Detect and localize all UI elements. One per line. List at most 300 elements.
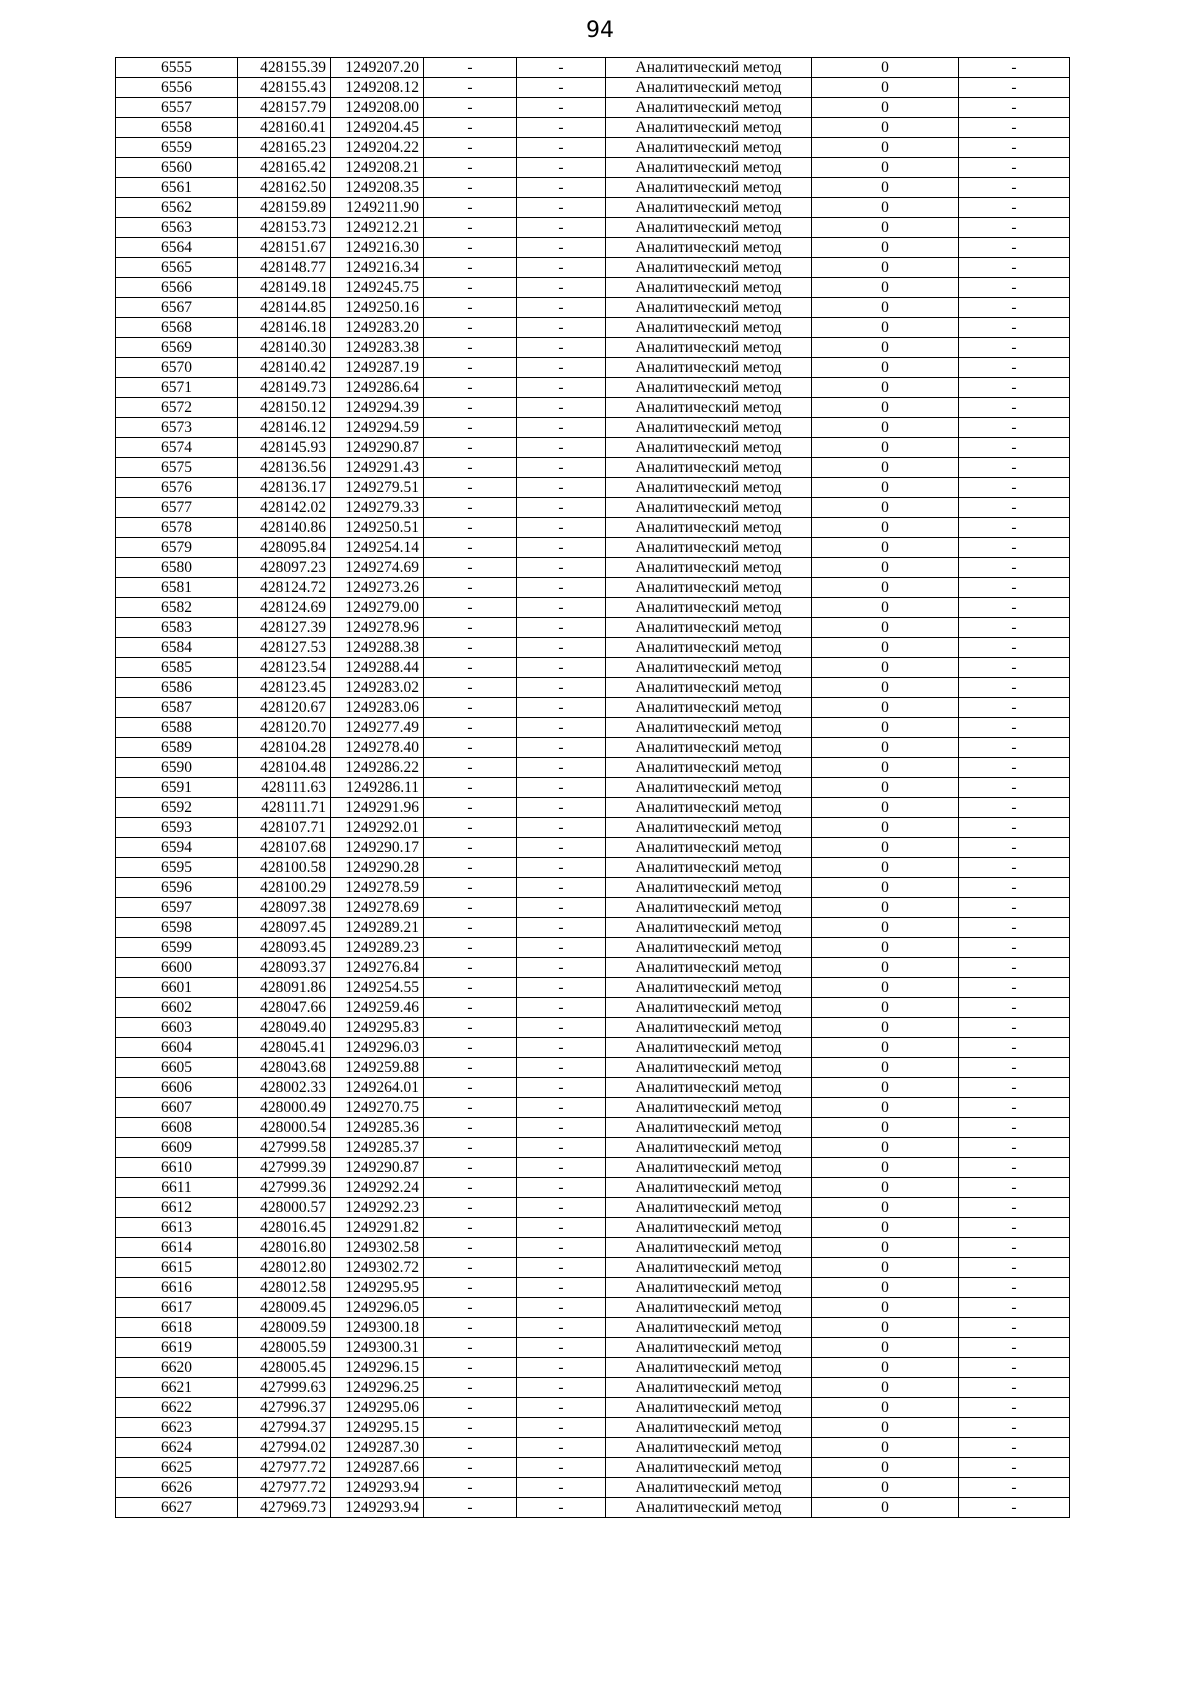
method-cell: Аналитический метод [606,438,812,458]
point-number-cell: 6595 [116,858,238,878]
value-cell: 0 [812,1078,959,1098]
value-cell: 0 [812,458,959,478]
method-cell: Аналитический метод [606,1318,812,1338]
point-number-cell: 6617 [116,1298,238,1318]
table-row [116,1098,1070,1118]
table-row [116,1238,1070,1258]
dash-cell: - [424,618,517,638]
dash-cell: - [424,998,517,1018]
x-coordinate-cell: 427969.73 [238,1498,331,1518]
method-cell: Аналитический метод [606,1238,812,1258]
method-cell: Аналитический метод [606,618,812,638]
x-coordinate-cell: 428000.57 [238,1198,331,1218]
value-cell: 0 [812,1098,959,1118]
value-cell: 0 [812,1398,959,1418]
method-cell: Аналитический метод [606,898,812,918]
method-cell: Аналитический метод [606,358,812,378]
method-cell: Аналитический метод [606,178,812,198]
dash-cell: - [424,818,517,838]
x-coordinate-cell: 427999.39 [238,1158,331,1178]
table-row [116,718,1070,738]
dash-cell: - [959,1278,1070,1298]
point-number-cell: 6607 [116,1098,238,1118]
dash-cell: - [517,878,606,898]
x-coordinate-cell: 428127.53 [238,638,331,658]
table-row [116,1318,1070,1338]
dash-cell: - [424,878,517,898]
value-cell: 0 [812,1218,959,1238]
dash-cell: - [959,458,1070,478]
dash-cell: - [517,1358,606,1378]
y-coordinate-cell: 1249250.51 [331,518,424,538]
dash-cell: - [517,898,606,918]
method-cell: Аналитический метод [606,578,812,598]
dash-cell: - [517,1078,606,1098]
dash-cell: - [424,178,517,198]
table-row [116,218,1070,238]
point-number-cell: 6560 [116,158,238,178]
point-number-cell: 6604 [116,1038,238,1058]
dash-cell: - [424,698,517,718]
dash-cell: - [517,1218,606,1238]
method-cell: Аналитический метод [606,818,812,838]
value-cell: 0 [812,398,959,418]
table-row [116,778,1070,798]
dash-cell: - [959,898,1070,918]
point-number-cell: 6602 [116,998,238,1018]
x-coordinate-cell: 428165.23 [238,138,331,158]
dash-cell: - [517,1378,606,1398]
x-coordinate-cell: 428165.42 [238,158,331,178]
dash-cell: - [517,818,606,838]
table-row [116,78,1070,98]
dash-cell: - [517,638,606,658]
dash-cell: - [517,798,606,818]
value-cell: 0 [812,638,959,658]
dash-cell: - [959,1238,1070,1258]
dash-cell: - [424,838,517,858]
y-coordinate-cell: 1249278.59 [331,878,424,898]
y-coordinate-cell: 1249216.34 [331,258,424,278]
dash-cell: - [424,1338,517,1358]
dash-cell: - [959,1378,1070,1398]
dash-cell: - [517,1058,606,1078]
value-cell: 0 [812,58,959,78]
dash-cell: - [424,98,517,118]
y-coordinate-cell: 1249283.20 [331,318,424,338]
point-number-cell: 6569 [116,338,238,358]
method-cell: Аналитический метод [606,478,812,498]
value-cell: 0 [812,698,959,718]
dash-cell: - [959,498,1070,518]
method-cell: Аналитический метод [606,1398,812,1418]
value-cell: 0 [812,1138,959,1158]
dash-cell: - [517,778,606,798]
method-cell: Аналитический метод [606,498,812,518]
table-row [116,858,1070,878]
y-coordinate-cell: 1249270.75 [331,1098,424,1118]
dash-cell: - [424,1438,517,1458]
dash-cell: - [517,1098,606,1118]
x-coordinate-cell: 428140.42 [238,358,331,378]
method-cell: Аналитический метод [606,798,812,818]
dash-cell: - [424,558,517,578]
method-cell: Аналитический метод [606,658,812,678]
dash-cell: - [959,418,1070,438]
dash-cell: - [424,1298,517,1318]
table-row [116,798,1070,818]
y-coordinate-cell: 1249293.94 [331,1498,424,1518]
dash-cell: - [517,278,606,298]
y-coordinate-cell: 1249283.02 [331,678,424,698]
y-coordinate-cell: 1249276.84 [331,958,424,978]
dash-cell: - [517,178,606,198]
y-coordinate-cell: 1249279.33 [331,498,424,518]
x-coordinate-cell: 428146.12 [238,418,331,438]
value-cell: 0 [812,758,959,778]
dash-cell: - [424,1058,517,1078]
value-cell: 0 [812,1238,959,1258]
y-coordinate-cell: 1249278.69 [331,898,424,918]
dash-cell: - [424,438,517,458]
dash-cell: - [517,338,606,358]
point-number-cell: 6598 [116,918,238,938]
dash-cell: - [517,258,606,278]
dash-cell: - [517,938,606,958]
value-cell: 0 [812,1178,959,1198]
method-cell: Аналитический метод [606,418,812,438]
x-coordinate-cell: 427977.72 [238,1458,331,1478]
point-number-cell: 6580 [116,558,238,578]
y-coordinate-cell: 1249296.25 [331,1378,424,1398]
method-cell: Аналитический метод [606,1358,812,1378]
value-cell: 0 [812,1058,959,1078]
y-coordinate-cell: 1249278.40 [331,738,424,758]
value-cell: 0 [812,178,959,198]
dash-cell: - [424,958,517,978]
point-number-cell: 6594 [116,838,238,858]
dash-cell: - [517,578,606,598]
point-number-cell: 6608 [116,1118,238,1138]
point-number-cell: 6565 [116,258,238,278]
table-row [116,1058,1070,1078]
point-number-cell: 6582 [116,598,238,618]
point-number-cell: 6612 [116,1198,238,1218]
x-coordinate-cell: 428153.73 [238,218,331,238]
table-row [116,1298,1070,1318]
value-cell: 0 [812,1198,959,1218]
point-number-cell: 6559 [116,138,238,158]
y-coordinate-cell: 1249289.21 [331,918,424,938]
x-coordinate-cell: 428151.67 [238,238,331,258]
y-coordinate-cell: 1249212.21 [331,218,424,238]
dash-cell: - [959,198,1070,218]
value-cell: 0 [812,198,959,218]
method-cell: Аналитический метод [606,278,812,298]
y-coordinate-cell: 1249216.30 [331,238,424,258]
table-row [116,1118,1070,1138]
method-cell: Аналитический метод [606,978,812,998]
y-coordinate-cell: 1249259.46 [331,998,424,1018]
value-cell: 0 [812,258,959,278]
dash-cell: - [517,978,606,998]
method-cell: Аналитический метод [606,838,812,858]
value-cell: 0 [812,418,959,438]
dash-cell: - [959,1018,1070,1038]
table-row [116,198,1070,218]
dash-cell: - [517,918,606,938]
y-coordinate-cell: 1249277.49 [331,718,424,738]
dash-cell: - [424,898,517,918]
table-row [116,318,1070,338]
point-number-cell: 6615 [116,1258,238,1278]
dash-cell: - [517,758,606,778]
dash-cell: - [959,538,1070,558]
dash-cell: - [959,1078,1070,1098]
method-cell: Аналитический метод [606,98,812,118]
point-number-cell: 6576 [116,478,238,498]
dash-cell: - [424,1358,517,1378]
table-row [116,1458,1070,1478]
dash-cell: - [424,858,517,878]
point-number-cell: 6566 [116,278,238,298]
method-cell: Аналитический метод [606,118,812,138]
coordinates-table [115,57,1070,1518]
value-cell: 0 [812,1378,959,1398]
dash-cell: - [424,78,517,98]
method-cell: Аналитический метод [606,938,812,958]
dash-cell: - [959,598,1070,618]
dash-cell: - [424,158,517,178]
dash-cell: - [424,238,517,258]
y-coordinate-cell: 1249287.66 [331,1458,424,1478]
dash-cell: - [959,1418,1070,1438]
table-row [116,538,1070,558]
y-coordinate-cell: 1249294.59 [331,418,424,438]
dash-cell: - [959,998,1070,1018]
x-coordinate-cell: 428123.45 [238,678,331,698]
dash-cell: - [517,418,606,438]
x-coordinate-cell: 428146.18 [238,318,331,338]
point-number-cell: 6567 [116,298,238,318]
point-number-cell: 6627 [116,1498,238,1518]
dash-cell: - [517,138,606,158]
value-cell: 0 [812,1158,959,1178]
y-coordinate-cell: 1249279.51 [331,478,424,498]
dash-cell: - [517,598,606,618]
point-number-cell: 6578 [116,518,238,538]
dash-cell: - [517,1318,606,1338]
point-number-cell: 6597 [116,898,238,918]
method-cell: Аналитический метод [606,1278,812,1298]
y-coordinate-cell: 1249278.96 [331,618,424,638]
point-number-cell: 6620 [116,1358,238,1378]
method-cell: Аналитический метод [606,1418,812,1438]
dash-cell: - [517,1478,606,1498]
dash-cell: - [517,438,606,458]
y-coordinate-cell: 1249286.22 [331,758,424,778]
x-coordinate-cell: 428016.45 [238,1218,331,1238]
table-row [116,918,1070,938]
method-cell: Аналитический метод [606,698,812,718]
dash-cell: - [517,298,606,318]
dash-cell: - [959,738,1070,758]
x-coordinate-cell: 428097.45 [238,918,331,938]
table-row [116,1378,1070,1398]
dash-cell: - [517,1398,606,1418]
dash-cell: - [517,1258,606,1278]
dash-cell: - [959,698,1070,718]
point-number-cell: 6609 [116,1138,238,1158]
method-cell: Аналитический метод [606,958,812,978]
point-number-cell: 6572 [116,398,238,418]
dash-cell: - [959,178,1070,198]
dash-cell: - [517,318,606,338]
point-number-cell: 6579 [116,538,238,558]
value-cell: 0 [812,898,959,918]
dash-cell: - [959,1178,1070,1198]
point-number-cell: 6593 [116,818,238,838]
method-cell: Аналитический метод [606,998,812,1018]
dash-cell: - [517,1018,606,1038]
table-row [116,118,1070,138]
y-coordinate-cell: 1249208.00 [331,98,424,118]
method-cell: Аналитический метод [606,638,812,658]
dash-cell: - [424,278,517,298]
point-number-cell: 6561 [116,178,238,198]
dash-cell: - [424,1198,517,1218]
table-row [116,258,1070,278]
value-cell: 0 [812,278,959,298]
dash-cell: - [517,958,606,978]
dash-cell: - [517,78,606,98]
dash-cell: - [424,1218,517,1238]
value-cell: 0 [812,158,959,178]
value-cell: 0 [812,1258,959,1278]
table-row [116,398,1070,418]
y-coordinate-cell: 1249245.75 [331,278,424,298]
method-cell: Аналитический метод [606,538,812,558]
point-number-cell: 6584 [116,638,238,658]
value-cell: 0 [812,778,959,798]
dash-cell: - [517,498,606,518]
dash-cell: - [959,1458,1070,1478]
y-coordinate-cell: 1249290.87 [331,438,424,458]
x-coordinate-cell: 428000.49 [238,1098,331,1118]
y-coordinate-cell: 1249208.12 [331,78,424,98]
y-coordinate-cell: 1249287.30 [331,1438,424,1458]
dash-cell: - [424,798,517,818]
point-number-cell: 6592 [116,798,238,818]
table-row [116,958,1070,978]
dash-cell: - [517,698,606,718]
dash-cell: - [424,1378,517,1398]
value-cell: 0 [812,918,959,938]
value-cell: 0 [812,378,959,398]
y-coordinate-cell: 1249264.01 [331,1078,424,1098]
point-number-cell: 6556 [116,78,238,98]
point-number-cell: 6590 [116,758,238,778]
x-coordinate-cell: 428091.86 [238,978,331,998]
dash-cell: - [959,258,1070,278]
method-cell: Аналитический метод [606,1338,812,1358]
page-number: 94 [586,18,614,43]
x-coordinate-cell: 428045.41 [238,1038,331,1058]
y-coordinate-cell: 1249211.90 [331,198,424,218]
dash-cell: - [959,958,1070,978]
method-cell: Аналитический метод [606,258,812,278]
point-number-cell: 6611 [116,1178,238,1198]
dash-cell: - [959,678,1070,698]
point-number-cell: 6563 [116,218,238,238]
dash-cell: - [424,1018,517,1038]
dash-cell: - [424,1418,517,1438]
dash-cell: - [517,1198,606,1218]
dash-cell: - [959,578,1070,598]
x-coordinate-cell: 428148.77 [238,258,331,278]
point-number-cell: 6619 [116,1338,238,1358]
x-coordinate-cell: 428149.73 [238,378,331,398]
y-coordinate-cell: 1249294.39 [331,398,424,418]
method-cell: Аналитический метод [606,1438,812,1458]
value-cell: 0 [812,1038,959,1058]
dash-cell: - [424,658,517,678]
method-cell: Аналитический метод [606,78,812,98]
dash-cell: - [424,118,517,138]
dash-cell: - [424,1258,517,1278]
x-coordinate-cell: 428093.37 [238,958,331,978]
dash-cell: - [517,858,606,878]
y-coordinate-cell: 1249288.44 [331,658,424,678]
dash-cell: - [424,418,517,438]
method-cell: Аналитический метод [606,858,812,878]
dash-cell: - [517,658,606,678]
dash-cell: - [959,298,1070,318]
dash-cell: - [424,298,517,318]
method-cell: Аналитический метод [606,1098,812,1118]
dash-cell: - [959,758,1070,778]
dash-cell: - [424,938,517,958]
dash-cell: - [424,538,517,558]
y-coordinate-cell: 1249295.95 [331,1278,424,1298]
value-cell: 0 [812,858,959,878]
x-coordinate-cell: 428159.89 [238,198,331,218]
method-cell: Аналитический метод [606,1138,812,1158]
point-number-cell: 6574 [116,438,238,458]
x-coordinate-cell: 428127.39 [238,618,331,638]
dash-cell: - [517,478,606,498]
table-row [116,1218,1070,1238]
method-cell: Аналитический метод [606,398,812,418]
x-coordinate-cell: 428136.17 [238,478,331,498]
dash-cell: - [424,498,517,518]
dash-cell: - [517,558,606,578]
y-coordinate-cell: 1249254.14 [331,538,424,558]
dash-cell: - [517,458,606,478]
dash-cell: - [424,198,517,218]
value-cell: 0 [812,1478,959,1498]
dash-cell: - [424,138,517,158]
table-row [116,998,1070,1018]
x-coordinate-cell: 428136.56 [238,458,331,478]
dash-cell: - [517,1498,606,1518]
y-coordinate-cell: 1249250.16 [331,298,424,318]
y-coordinate-cell: 1249285.37 [331,1138,424,1158]
dash-cell: - [424,1238,517,1258]
dash-cell: - [517,1298,606,1318]
point-number-cell: 6589 [116,738,238,758]
x-coordinate-cell: 428097.23 [238,558,331,578]
